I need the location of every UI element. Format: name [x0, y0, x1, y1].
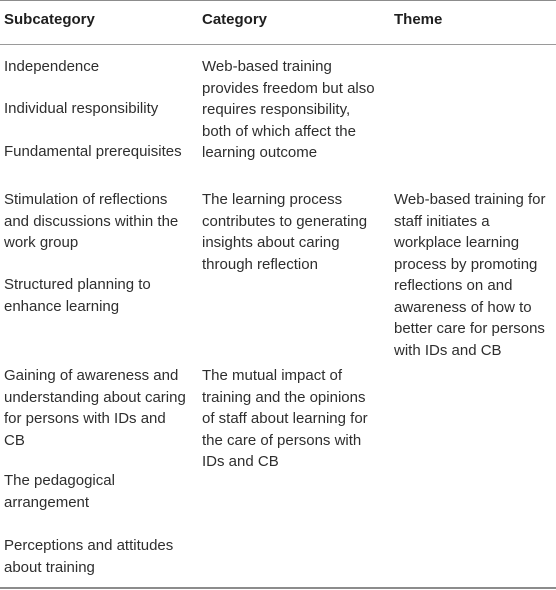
category-cell: The mutual impact of training and the opinions of staff about learning for the care of persons with IDs and CB [202, 367, 368, 470]
theme-cell: Web-based training for staff initiates a workplace learning process by promoting reflections on and awareness of how to better care for persons with IDs and CB [394, 191, 546, 359]
table-bottom-rule [0, 587, 556, 589]
subcategory-cell: Fundamental prerequisites [4, 143, 182, 160]
header-rule [0, 44, 556, 45]
subcategory-cell: Individual responsibility [4, 100, 159, 117]
subcategory-cell: Stimulation of reflections and discussions within the work group [4, 191, 179, 251]
category-cell: Web-based training provides freedom but also requires responsibility, both of which affect the learning outcome [202, 58, 375, 161]
table-top-rule [0, 0, 556, 1]
category-cell: The learning process contributes to generating insights about caring through reflection [202, 191, 368, 273]
header-theme: Theme [394, 11, 443, 28]
header-category: Category [202, 11, 268, 28]
subcategory-cell: Independence [4, 58, 100, 75]
header-subcategory: Subcategory [4, 11, 95, 28]
subcategory-cell: Gaining of awareness and understanding about caring for persons with IDs and CB [4, 367, 186, 449]
subcategory-cell: Perceptions and attitudes about training [4, 537, 174, 576]
subcategory-cell: Structured planning to enhance learning [4, 276, 151, 315]
subcategory-cell: The pedagogical arrangement [4, 472, 115, 511]
